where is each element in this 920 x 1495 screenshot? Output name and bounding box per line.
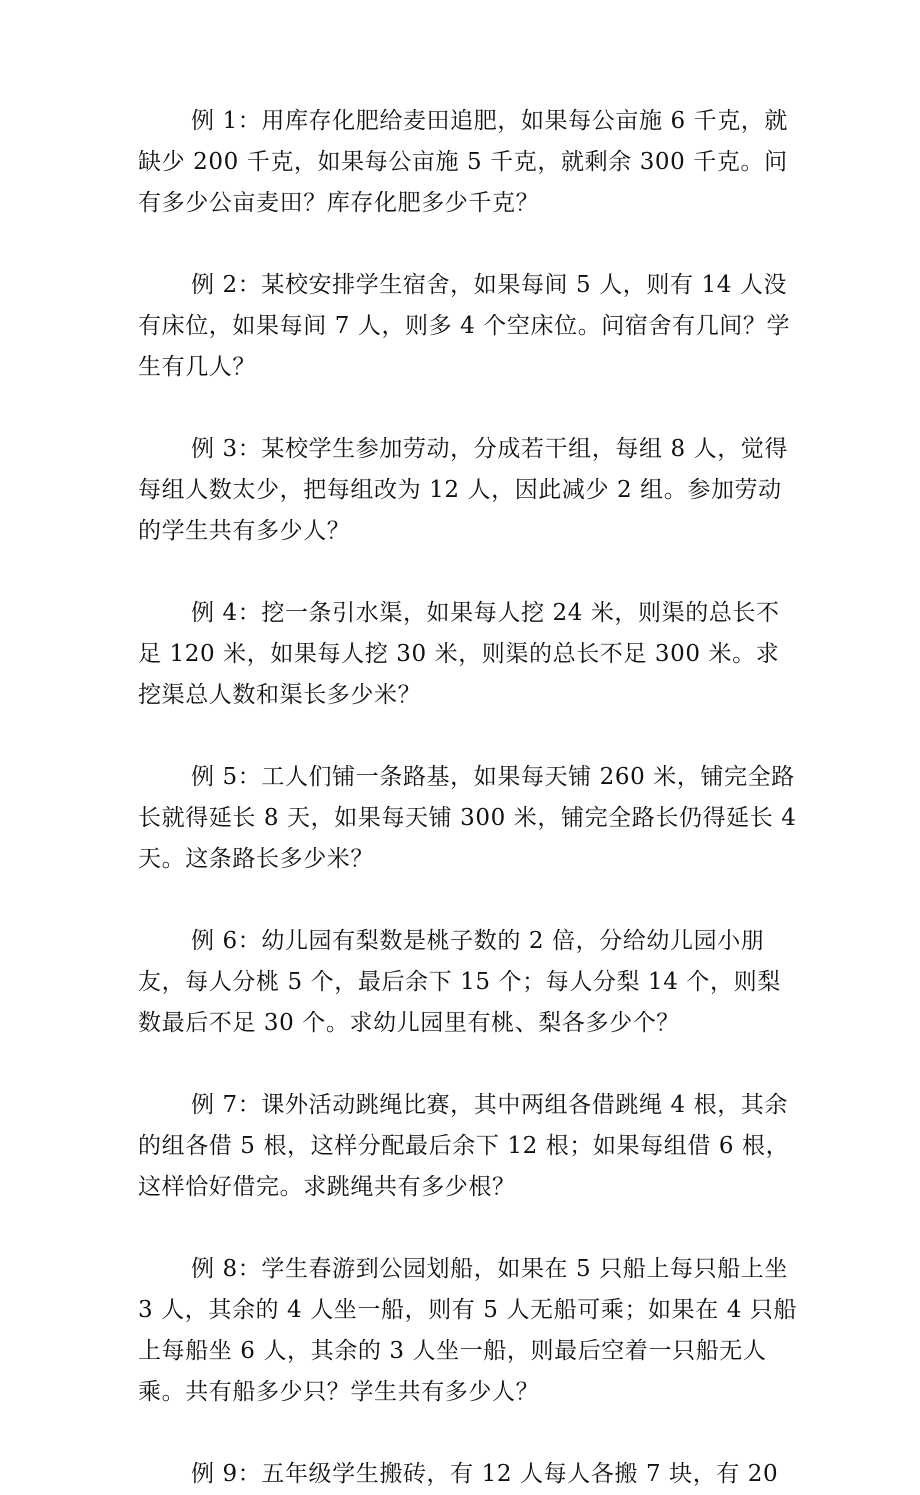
problem-example-8: 例 8：学生春游到公园划船，如果在 5 只船上每只船上坐 3 人，其余的 4 人坐一船，则有 5 人无船可乘；如果在 4 只船上每船坐 6 人，其余的 3 人坐一船，则最后空着一只船无人乘。共有船多少只？学生共有多少人？ [138, 1256, 798, 1405]
problem-example-2: 例 2：某校安排学生宿舍，如果每间 5 人，则有 14 人没有床位，如果每间 7 人，则多 4 个空床位。问宿舍有几间？学生有几人？ [138, 272, 791, 380]
problem-example-6: 例 6：幼儿园有梨数是桃子数的 2 倍，分给幼儿园小朋友，每人分桃 5 个，最后余下 15 个；每人分梨 14 个，则梨数最后不足 30 个。求幼儿园里有桃、梨各多少个？ [138, 928, 781, 1036]
problem-example-9: 例 9：五年级学生搬砖，有 12 人每人各搬 7 块，有 20 [191, 1461, 779, 1487]
problem-example-1: 例 1：用库存化肥给麦田追肥，如果每公亩施 6 千克，就缺少 200 千克，如果每公亩施 5 千克，就剩余 300 千克。问有多少公亩麦田？库存化肥多少千克？ [138, 108, 788, 216]
problem-example-3: 例 3：某校学生参加劳动，分成若干组，每组 8 人，觉得每组人数太少，把每组改为 12 人，因此减少 2 组。参加劳动的学生共有多少人？ [138, 436, 788, 544]
problem-example-7: 例 7：课外活动跳绳比赛，其中两组各借跳绳 4 根，其余的组各借 5 根，这样分配最后余下 12 根；如果每组借 6 根，这样恰好借完。求跳绳共有多少根？ [138, 1092, 790, 1200]
problem-example-5: 例 5：工人们铺一条路基，如果每天铺 260 米，铺完全路长就得延长 8 天，如果每天铺 300 米，铺完全路长仍得延长 4 天。这条路长多少米？ [138, 764, 797, 872]
problem-example-4: 例 4：挖一条引水渠，如果每人挖 24 米，则渠的总长不足 120 米，如果每人挖 30 米，则渠的总长不足 300 米。求挖渠总人数和渠长多少米？ [138, 600, 780, 708]
problem-list [138, 101, 798, 1495]
